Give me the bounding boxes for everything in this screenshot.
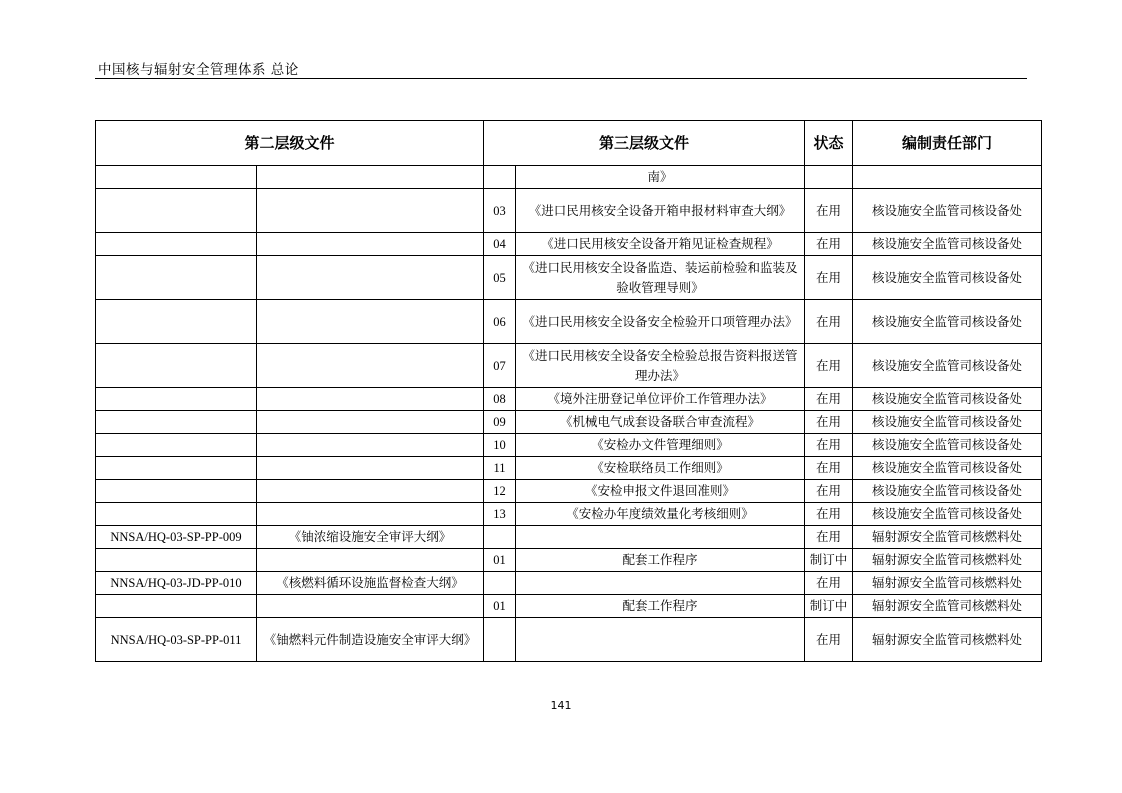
status-cell xyxy=(805,166,853,189)
level3-title: 《进口民用核安全设备安全检验开口项管理办法》 xyxy=(516,300,805,344)
header-dept: 编制责任部门 xyxy=(853,121,1042,166)
level3-title xyxy=(516,572,805,595)
level3-number xyxy=(484,618,516,662)
level2-name xyxy=(257,256,484,300)
dept-cell: 核设施安全监管司核设备处 xyxy=(853,411,1042,434)
level3-title xyxy=(516,618,805,662)
dept-cell: 核设施安全监管司核设备处 xyxy=(853,434,1042,457)
level3-number: 01 xyxy=(484,549,516,572)
level2-name xyxy=(257,457,484,480)
table-row xyxy=(96,503,1042,526)
level2-name xyxy=(257,434,484,457)
level2-name xyxy=(257,480,484,503)
header-rule xyxy=(95,78,1027,79)
table-row xyxy=(96,233,1042,256)
level2-code xyxy=(96,457,257,480)
level2-name xyxy=(257,300,484,344)
dept-cell: 辐射源安全监管司核燃料处 xyxy=(853,549,1042,572)
level2-code xyxy=(96,344,257,388)
level2-code: NNSA/HQ-03-SP-PP-011 xyxy=(96,618,257,662)
level2-name xyxy=(257,344,484,388)
table-row xyxy=(96,526,1042,549)
table-row xyxy=(96,549,1042,572)
status-cell: 在用 xyxy=(805,189,853,233)
level2-code xyxy=(96,411,257,434)
running-header: 中国核与辐射安全管理体系 总论 xyxy=(98,62,299,78)
level3-number: 04 xyxy=(484,233,516,256)
dept-cell: 核设施安全监管司核设备处 xyxy=(853,233,1042,256)
level3-title: 《机械电气成套设备联合审查流程》 xyxy=(516,411,805,434)
dept-cell: 核设施安全监管司核设备处 xyxy=(853,503,1042,526)
level2-code xyxy=(96,189,257,233)
dept-cell: 核设施安全监管司核设备处 xyxy=(853,480,1042,503)
table-row xyxy=(96,411,1042,434)
level2-name xyxy=(257,166,484,189)
status-cell: 在用 xyxy=(805,503,853,526)
level3-number: 13 xyxy=(484,503,516,526)
level3-title: 《进口民用核安全设备开箱见证检查规程》 xyxy=(516,233,805,256)
level2-name xyxy=(257,411,484,434)
level3-number: 12 xyxy=(484,480,516,503)
level2-code xyxy=(96,503,257,526)
level3-number xyxy=(484,572,516,595)
dept-cell: 核设施安全监管司核设备处 xyxy=(853,256,1042,300)
level3-title: 《进口民用核安全设备开箱申报材料审查大纲》 xyxy=(516,189,805,233)
table-row xyxy=(96,300,1042,344)
level2-code xyxy=(96,388,257,411)
dept-cell xyxy=(853,166,1042,189)
document-table xyxy=(95,120,1042,662)
status-cell: 在用 xyxy=(805,388,853,411)
level2-name: 《铀燃料元件制造设施安全审评大纲》 xyxy=(257,618,484,662)
table-row xyxy=(96,595,1042,618)
level2-code xyxy=(96,166,257,189)
table-row xyxy=(96,256,1042,300)
level2-name xyxy=(257,233,484,256)
level2-code xyxy=(96,256,257,300)
status-cell: 在用 xyxy=(805,457,853,480)
level3-title: 《进口民用核安全设备安全检验总报告资料报送管理办法》 xyxy=(516,344,805,388)
dept-cell: 辐射源安全监管司核燃料处 xyxy=(853,618,1042,662)
level3-number: 03 xyxy=(484,189,516,233)
level3-title xyxy=(516,526,805,549)
table-row xyxy=(96,480,1042,503)
level3-number: 09 xyxy=(484,411,516,434)
level3-number xyxy=(484,166,516,189)
dept-cell: 核设施安全监管司核设备处 xyxy=(853,189,1042,233)
level3-title: 南》 xyxy=(516,166,805,189)
level3-title: 《安检办文件管理细则》 xyxy=(516,434,805,457)
level2-code xyxy=(96,233,257,256)
level3-number xyxy=(484,526,516,549)
table-row xyxy=(96,344,1042,388)
level3-title: 《境外注册登记单位评价工作管理办法》 xyxy=(516,388,805,411)
level2-name xyxy=(257,388,484,411)
level3-number: 07 xyxy=(484,344,516,388)
dept-cell: 核设施安全监管司核设备处 xyxy=(853,344,1042,388)
level3-title: 《安检办年度绩效量化考核细则》 xyxy=(516,503,805,526)
level3-number: 05 xyxy=(484,256,516,300)
header-level2: 第二层级文件 xyxy=(96,121,484,166)
status-cell: 在用 xyxy=(805,411,853,434)
table-row xyxy=(96,572,1042,595)
status-cell: 在用 xyxy=(805,256,853,300)
dept-cell: 核设施安全监管司核设备处 xyxy=(853,300,1042,344)
table-row xyxy=(96,457,1042,480)
table-row xyxy=(96,434,1042,457)
level2-code xyxy=(96,480,257,503)
level3-number: 11 xyxy=(484,457,516,480)
status-cell: 在用 xyxy=(805,300,853,344)
level2-name: 《核燃料循环设施监督检查大纲》 xyxy=(257,572,484,595)
level2-name xyxy=(257,595,484,618)
dept-cell: 核设施安全监管司核设备处 xyxy=(853,457,1042,480)
level2-code xyxy=(96,300,257,344)
level3-title: 配套工作程序 xyxy=(516,595,805,618)
status-cell: 制订中 xyxy=(805,595,853,618)
page-number: 141 xyxy=(550,699,572,712)
table-row xyxy=(96,618,1042,662)
level3-title: 《进口民用核安全设备监造、装运前检验和监装及验收管理导则》 xyxy=(516,256,805,300)
level2-code xyxy=(96,549,257,572)
table-row xyxy=(96,166,1042,189)
level2-name xyxy=(257,189,484,233)
level2-name xyxy=(257,503,484,526)
dept-cell: 辐射源安全监管司核燃料处 xyxy=(853,595,1042,618)
level2-code: NNSA/HQ-03-JD-PP-010 xyxy=(96,572,257,595)
level2-name xyxy=(257,549,484,572)
level2-code xyxy=(96,595,257,618)
level3-title: 《安检联络员工作细则》 xyxy=(516,457,805,480)
level3-title: 《安检申报文件退回准则》 xyxy=(516,480,805,503)
level3-number: 01 xyxy=(484,595,516,618)
status-cell: 在用 xyxy=(805,344,853,388)
level2-code: NNSA/HQ-03-SP-PP-009 xyxy=(96,526,257,549)
header-level3: 第三层级文件 xyxy=(484,121,805,166)
header-status: 状态 xyxy=(805,121,853,166)
level3-number: 08 xyxy=(484,388,516,411)
status-cell: 在用 xyxy=(805,526,853,549)
level2-name: 《铀浓缩设施安全审评大纲》 xyxy=(257,526,484,549)
table-row xyxy=(96,189,1042,233)
dept-cell: 辐射源安全监管司核燃料处 xyxy=(853,526,1042,549)
dept-cell: 核设施安全监管司核设备处 xyxy=(853,388,1042,411)
status-cell: 在用 xyxy=(805,233,853,256)
dept-cell: 辐射源安全监管司核燃料处 xyxy=(853,572,1042,595)
status-cell: 在用 xyxy=(805,434,853,457)
table-header-row xyxy=(96,121,1042,166)
level3-number: 06 xyxy=(484,300,516,344)
status-cell: 在用 xyxy=(805,480,853,503)
level3-title: 配套工作程序 xyxy=(516,549,805,572)
table-row xyxy=(96,388,1042,411)
status-cell: 在用 xyxy=(805,572,853,595)
level3-number: 10 xyxy=(484,434,516,457)
status-cell: 在用 xyxy=(805,618,853,662)
level2-code xyxy=(96,434,257,457)
status-cell: 制订中 xyxy=(805,549,853,572)
